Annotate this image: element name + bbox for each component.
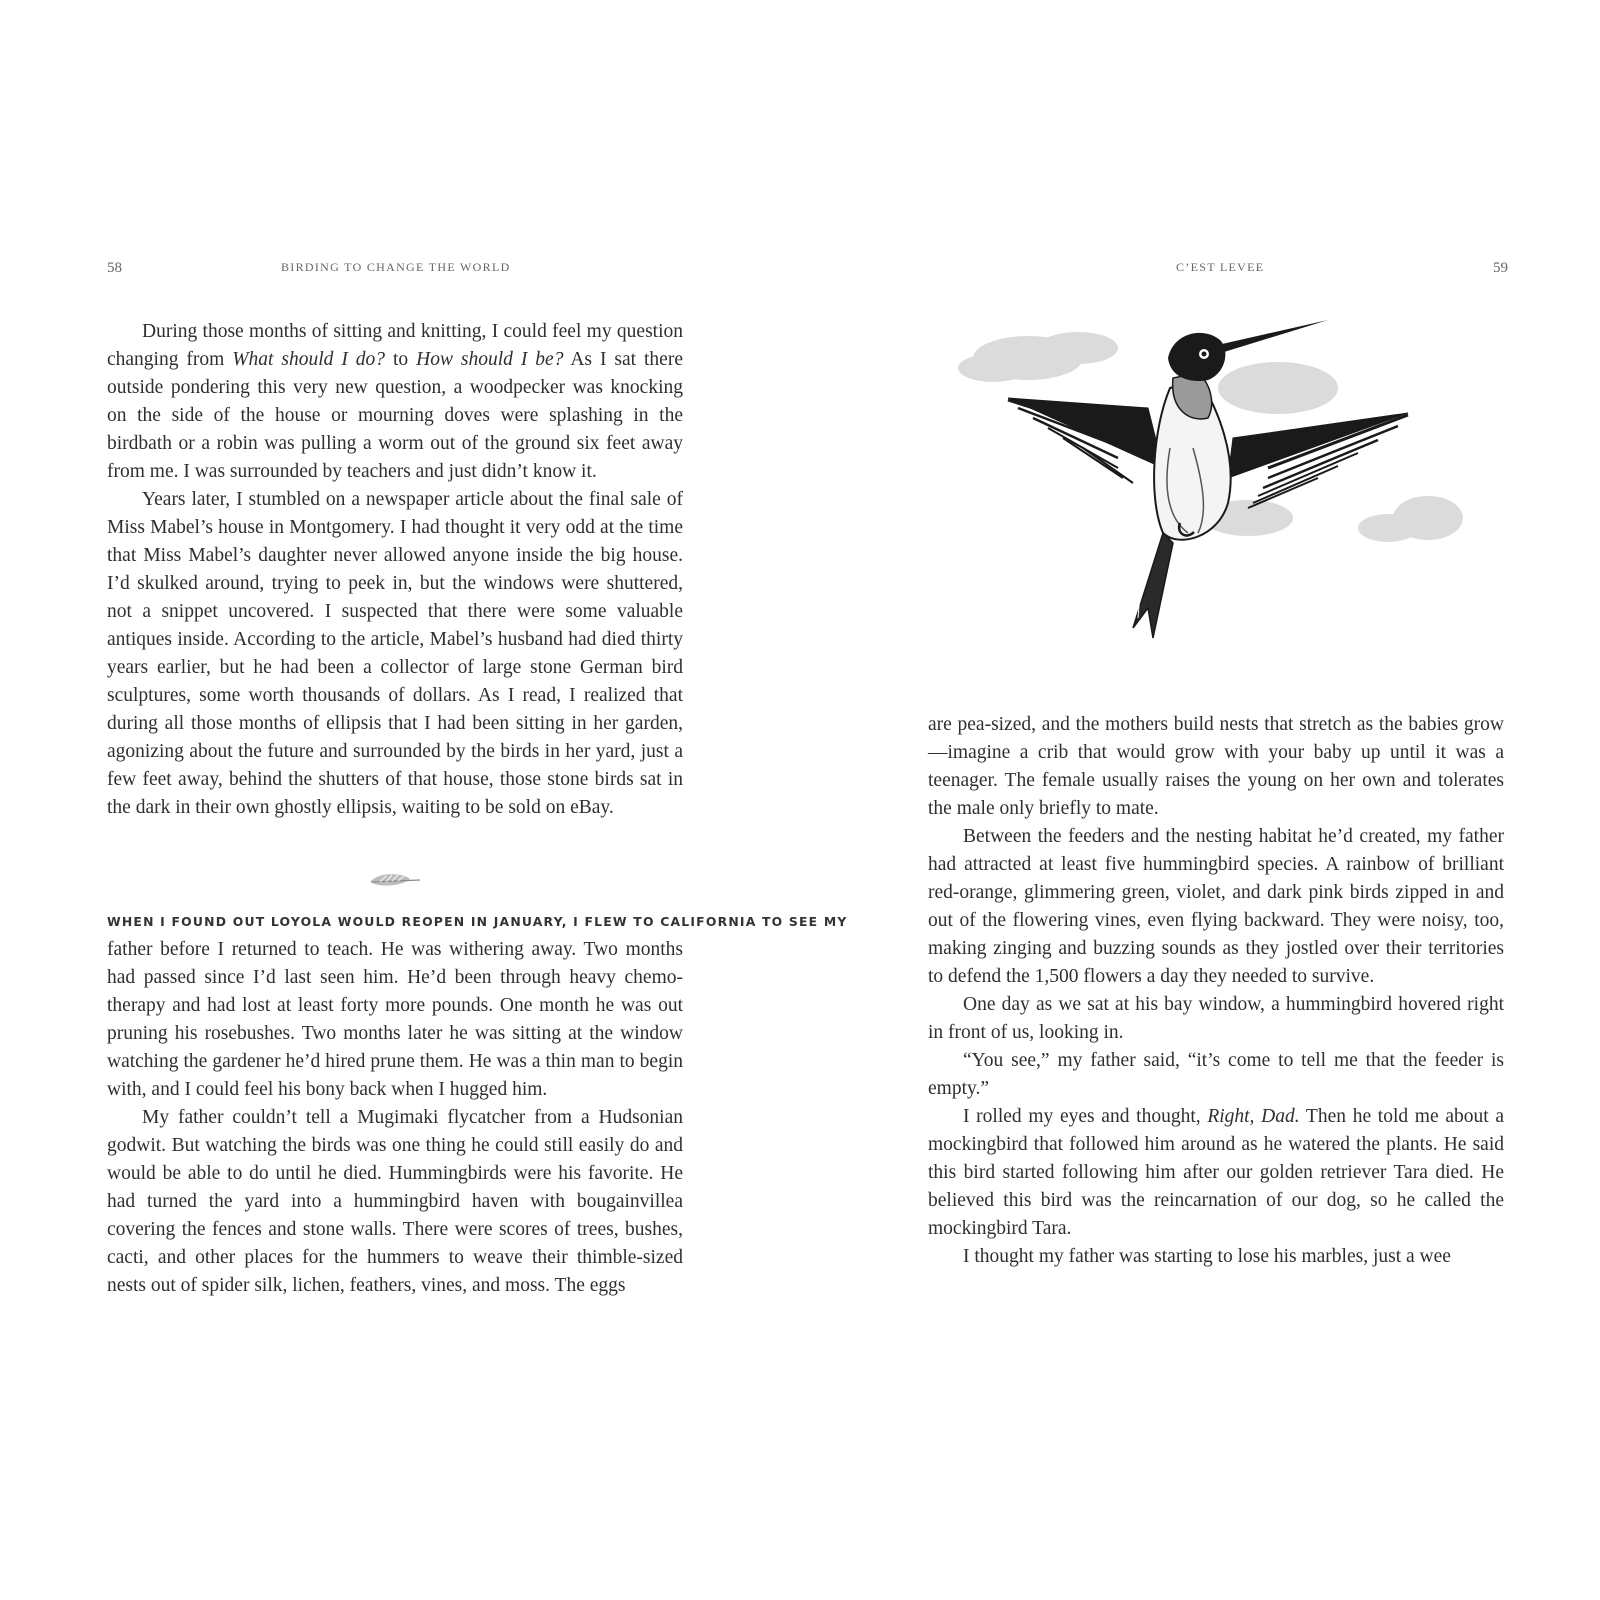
italic-text: Right, Dad. bbox=[1207, 1106, 1300, 1127]
paragraph: are pea-sized, and the mothers build nests that stretch as the babies grow—imagine a crib that would grow with your baby up until it was a teenager. The female usually raises the young on her own and tolerates the male only briefly to mate. bbox=[928, 714, 1504, 819]
body-text bbox=[928, 711, 1504, 1271]
paragraph: I rolled my eyes and thought, Right, Dad. Then he told me about a mockingbird that followed him around as he watered the plants. He said this bird started following him after our golden retriever Tara died. He believed this bird was the reincarnation of our dog, so he called the mockingbird Tara. bbox=[928, 1106, 1504, 1239]
body-text-lower bbox=[107, 907, 848, 1300]
right-page bbox=[800, 0, 1600, 1600]
paragraph: My father couldn’t tell a Mugimaki flycatcher from a Hudsonian godwit. But watching the birds was one thing he could still easily do and would be able to do until he died. Hummingbirds were his favorite. He had turned the yard into a hummingbird haven with bougainvillea covering the fences and stone walls. There were scores of trees, bushes, cacti, and other places for the hummers to weave their thimble-sized nests out of spider silk, lichen, feathers, vines, and moss. The eggs bbox=[107, 1107, 683, 1296]
paragraph: “You see,” my father said, “it’s come to tell me that the feeder is empty.” bbox=[928, 1050, 1504, 1099]
left-wing bbox=[1008, 398, 1163, 483]
paragraph: Years later, I stumbled on a newspaper article about the final sale of Miss Mabel’s house in Montgomery. I had thought it very odd at the time that Miss Mabel’s daughter never allowed anyone inside the big house. I’d skulked around, trying to peek in, but the windows were shuttered, not a snippet uncovered. I suspected that there were some valuable antiques inside. According to the article, Mabel’s husband had died thirty years earlier, but he had been a collector of large stone German bird sculptures, some worth thousands of dollars. As I read, I realized that during all those months of ellipsis that I had been sitting in her garden, agonizing about the future and surrounded by the birds in her yard, just a few feet away, behind the shutters of that house, those stone birds sat in the dark in their own ghostly ellipsis, waiting to be sold on eBay. bbox=[107, 489, 683, 818]
hummingbird-illustration-icon bbox=[948, 318, 1478, 648]
body-text-upper bbox=[107, 318, 683, 822]
italic-text: How should I be? bbox=[416, 349, 564, 370]
paragraph: Between the feeders and the nesting habitat he’d created, my father had attracted at least five hummingbird species. A rainbow of brilliant red-orange, glimmering green, violet, and dark pink birds zipped in and out of the flowering vines, even flying backward. They were noisy, too, making zinging and buzzing sounds as they jostled over their territories to defend the 1,500 flowers a day they needed to survive. bbox=[928, 826, 1504, 987]
bird-beak bbox=[1222, 320, 1328, 352]
feather-ornament-icon bbox=[366, 870, 426, 890]
paragraph: I thought my father was starting to lose his marbles, just a wee bbox=[963, 1246, 1451, 1267]
paragraph: One day as we sat at his bay window, a hummingbird hovered right in front of us, looking in. bbox=[928, 994, 1504, 1043]
page-number: 59 bbox=[1493, 260, 1508, 276]
page-number: 58 bbox=[107, 260, 122, 276]
bird-head bbox=[1168, 333, 1225, 381]
running-head: C’EST LEVEE bbox=[1176, 260, 1265, 274]
bird-tail bbox=[1133, 533, 1173, 638]
running-head: BIRDING TO CHANGE THE WORLD bbox=[281, 260, 511, 274]
paragraph: During those months of sitting and knitting, I could feel my question changing from What should I do? to How should I be? As I sat there outside pondering this very new question, a woodpecker was knocking on the side of the house or mourning doves were splashing in the birdbath or a robin was pulling a worm out of the ground six feet away from me. I was surrounded by teachers and just didn’t know it. bbox=[107, 321, 683, 482]
italic-text: What should I do? bbox=[232, 349, 386, 370]
paragraph: WHEN I FOUND OUT LOYOLA WOULD REOPEN IN JANUARY, I FLEW TO CALIFORNIA TO SEE MY father before I returned to teach. He was withering away. Two months had passed since I’d last seen him. He’d been through heavy chemotherapy and had lost at least forty more pounds. One month he was out pruning his rosebushes. Two months later he was sitting at the window watching the gardener he’d hired prune them. He was a thin man to begin with, and I could feel his bony back when I hugged him. bbox=[107, 914, 848, 1100]
right-wing bbox=[1228, 413, 1408, 508]
section-lead-caps: WHEN I FOUND OUT LOYOLA WOULD REOPEN IN JANUARY, I FLEW TO CALIFORNIA TO SEE MY bbox=[107, 914, 848, 929]
